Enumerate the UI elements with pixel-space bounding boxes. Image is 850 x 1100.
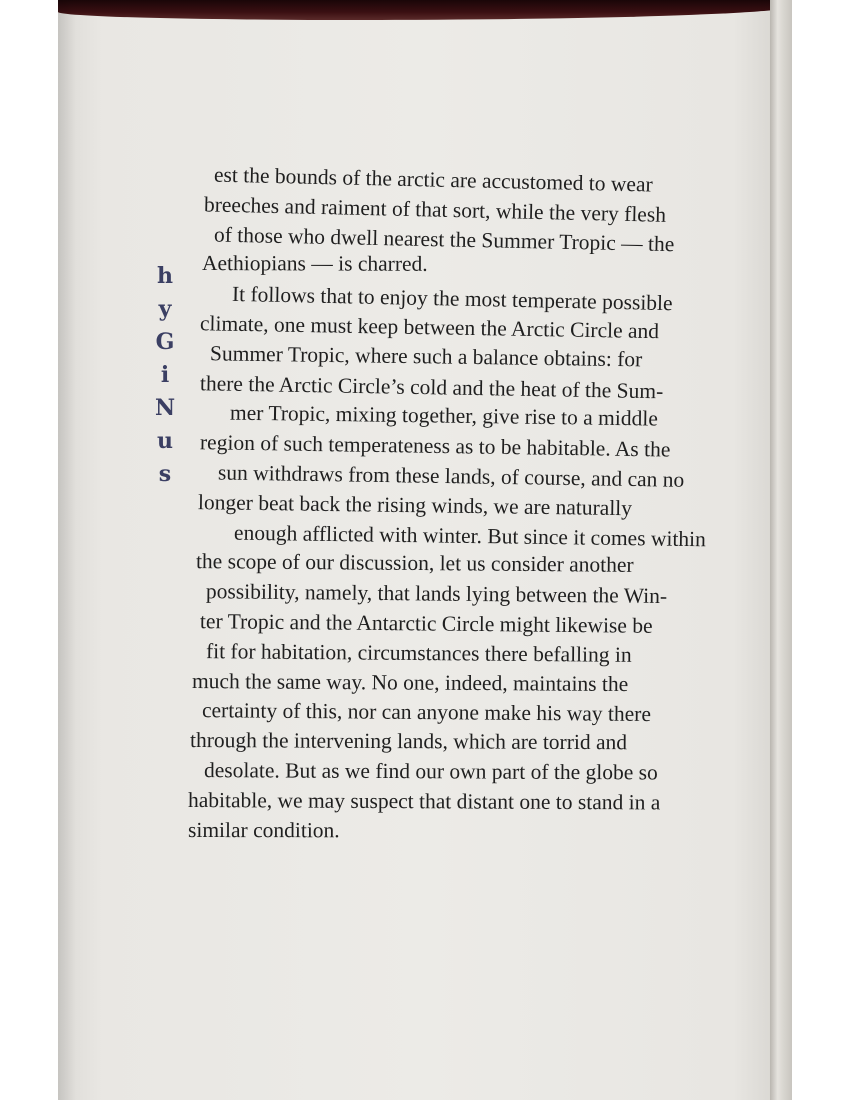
- running-head-letter: i: [160, 362, 170, 388]
- running-head: [150, 260, 180, 491]
- text-line: sun withdraws from these lands, of course, and can no: [217, 460, 685, 492]
- body-text: [188, 160, 748, 845]
- running-head-letter: h: [157, 263, 173, 289]
- running-head-letter: G: [155, 329, 175, 355]
- text-line: climate, one must keep between the Arctic Circle and: [199, 311, 660, 344]
- text-line: much the same way. No one, indeed, maintains the: [191, 668, 629, 696]
- running-head-letter: u: [157, 428, 173, 454]
- running-head-letter: s: [158, 461, 172, 487]
- running-head-letter: y: [158, 296, 172, 322]
- text-line: possibility, namely, that lands lying between the Win-: [205, 579, 668, 609]
- text-line: habitable, we may suspect that distant one to stand in a: [187, 787, 661, 815]
- text-line: mer Tropic, mixing together, give rise to a middle: [229, 400, 659, 431]
- page-gutter-shadow: [58, 0, 76, 1100]
- text-line: longer beat back the rising winds, we are naturally: [197, 489, 633, 520]
- text-line: through the intervening lands, which are torrid and: [189, 728, 628, 755]
- text-line: ter Tropic and the Antarctic Circle might likewise be: [199, 609, 653, 638]
- book-cover-edge: [58, 0, 792, 20]
- text-line: fit for habitation, circumstances there befalling in: [205, 638, 632, 667]
- text-line: est the bounds of the arctic are accustomed to wear: [213, 162, 653, 197]
- text-line: desolate. But as we find our own part of the globe so: [203, 758, 658, 785]
- text-line: Aethiopians — is charred.: [201, 251, 428, 277]
- running-head-letter: N: [154, 395, 176, 421]
- text-line: enough afflicted with winter. But since it comes within: [233, 520, 707, 551]
- text-line: region of such temperateness as to be habitable. As the: [199, 430, 671, 462]
- text-line: certainty of this, nor can anyone make his way there: [201, 698, 652, 727]
- text-line: Summer Tropic, where such a balance obtains: for: [209, 341, 643, 372]
- text-line: It follows that to enjoy the most temperate possible: [231, 282, 673, 316]
- text-line: of those who dwell nearest the Summer Tropic — the: [213, 222, 675, 256]
- page-edge-right: [770, 0, 792, 1100]
- text-line: the scope of our discussion, let us consider another: [195, 549, 634, 578]
- text-line: similar condition.: [187, 817, 340, 842]
- text-line: there the Arctic Circle’s cold and the heat of the Sum-: [199, 370, 664, 403]
- text-line: breeches and raiment of that sort, while the very flesh: [203, 192, 667, 227]
